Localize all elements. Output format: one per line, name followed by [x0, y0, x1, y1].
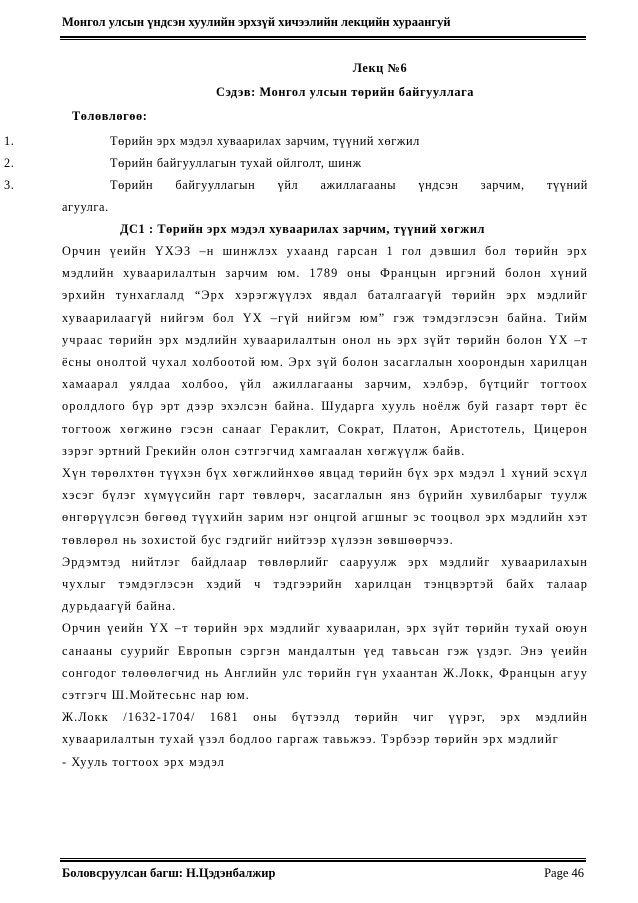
paragraph: Хүн төрөлхтөн түүхэн бүх хөгжлийнхөө явцад төрийн бүх эрх мэдэл 1 хүний эсхүл хэсэг бүлэг хүмүүсийн гарт төвлөрч, засаглалын янз бүрийн хувилбарыг туулж өнгөрүүлсэн бөгөөд түүхийн зарим нэг онцгой агшныг эс тооцвол эрх мэдлийн хэт төвлөрөл нь зохистой бус гэдгийг нийтээр хүлээн зөвшөөрчээ. — [62, 466, 588, 547]
plan-item-2 — [4, 152, 588, 174]
plan-item-number: 2. — [4, 156, 15, 170]
running-header: Монгол улсын үндсэн хуулийн эрхзүй хичээлийн лекцийн хураангуй — [62, 15, 451, 29]
header-divider — [60, 36, 586, 40]
paragraph: Орчин үеийн ҮХЭЗ –н шинжлэх ухаанд гарсан 1 гол дэвшил бол төрийн эрх мэдлийн хуваарилалтын зарчим юм. 1789 оны Францын иргэний болон хүний эрхийн тунхаглалд “Эрх хэрэгжүүлэх явдал баталгаагүй төрийн эрх мэдлийг хуваарилаагүй нийгэм бол ҮХ –гүй нийгэм юм” гэж тэмдэглэсэн байна. Тийм учраас төрийн эрх мэдлийн хуваарилалтын онол нь эрх зүйт төрийн болон ҮХ –т ёсны онолтой чухал холбоотой юм. Эрх зүй болон засаглалын хоорондын харилцан хамаарал уялдаа холбоо, үйл ажиллагааны зарчим, хэлбэр, бүтцийг тогтоох оролдлого бүр эрт дээр эхэлсэн байна. Шударга хууль ноёлж буй газарт төрт ёс тогтоож хөгжинө гэсэн санааг Гераклит, Сократ, Платон, Аристотель, Цицерон зэрэг эртний Грекийн олон сэтгэгчид хамгаалан хөгжүүлж байв. — [62, 244, 588, 458]
paragraph: Эрдэмтэд нийтлэг байдлаар төвлөрлийг сааруулж эрх мэдлийг хуваарилахын чухлыг тэмдэглэсэн хэдий ч тэдгээрийн харилцан тэнцвэртэй байх талаар дурьдаагүй байна. — [62, 554, 588, 614]
footer-divider — [60, 858, 586, 862]
footer-author: Боловсруулсан багш: Н.Цэдэнбалжир — [62, 866, 276, 880]
paragraph: Ж.Локк /1632-1704/ 1681 оны бүтээлд төрийн чиг үүрэг, эрх мэдлийн хуваарилалтын тухай үзэл бодлоо гаргаж тавьжээ. Тэрбээр төрийн эрх мэдлийг — [62, 710, 588, 747]
plan-item-1 — [4, 130, 588, 152]
paragraph: - Хууль тогтоох эрх мэдэл — [62, 754, 225, 769]
plan-item-3-continuation: агуулга. — [62, 200, 109, 214]
topic-title: Сэдэв: Монгол улсын төрийн байгууллага — [215, 85, 475, 99]
plan-item-text: Төрийн байгууллагын үйл ажиллагааны үндсэн зарчим, түүний — [110, 178, 588, 192]
plan-heading: Төлөвлөгөө: — [72, 109, 148, 123]
plan-item-number: 3. — [4, 178, 15, 192]
lecture-number: Лекц №6 — [352, 61, 408, 75]
plan-item-text: Төрийн эрх мэдэл хуваарилах зарчим, түүний хөгжил — [110, 134, 420, 148]
plan-item-number: 1. — [4, 134, 15, 148]
section-title: ДС1 : Төрийн эрх мэдэл хуваарилах зарчим, түүний хөгжил — [120, 222, 485, 236]
plan-item-text: Төрийн байгууллагын тухай ойлголт, шинж — [110, 156, 362, 170]
page-number: Page 46 — [544, 866, 584, 880]
page-body — [4, 58, 588, 773]
plan-item-3 — [4, 174, 588, 196]
paragraph: Орчин үеийн ҮХ –т төрийн эрх мэдлийг хуваарилан, эрх зүйт төрийн тухай оюун санааны суурийг Европын сэргэн мандалтын үед тавьсан гэж үздэг. Энэ үеийн сонгодог төлөөлөгчид нь Английн улс төрийн гүн ухаантан Ж.Локк, Францын агуу сэтгэгч Ш.Мойтесьнс нар юм. — [62, 621, 588, 703]
